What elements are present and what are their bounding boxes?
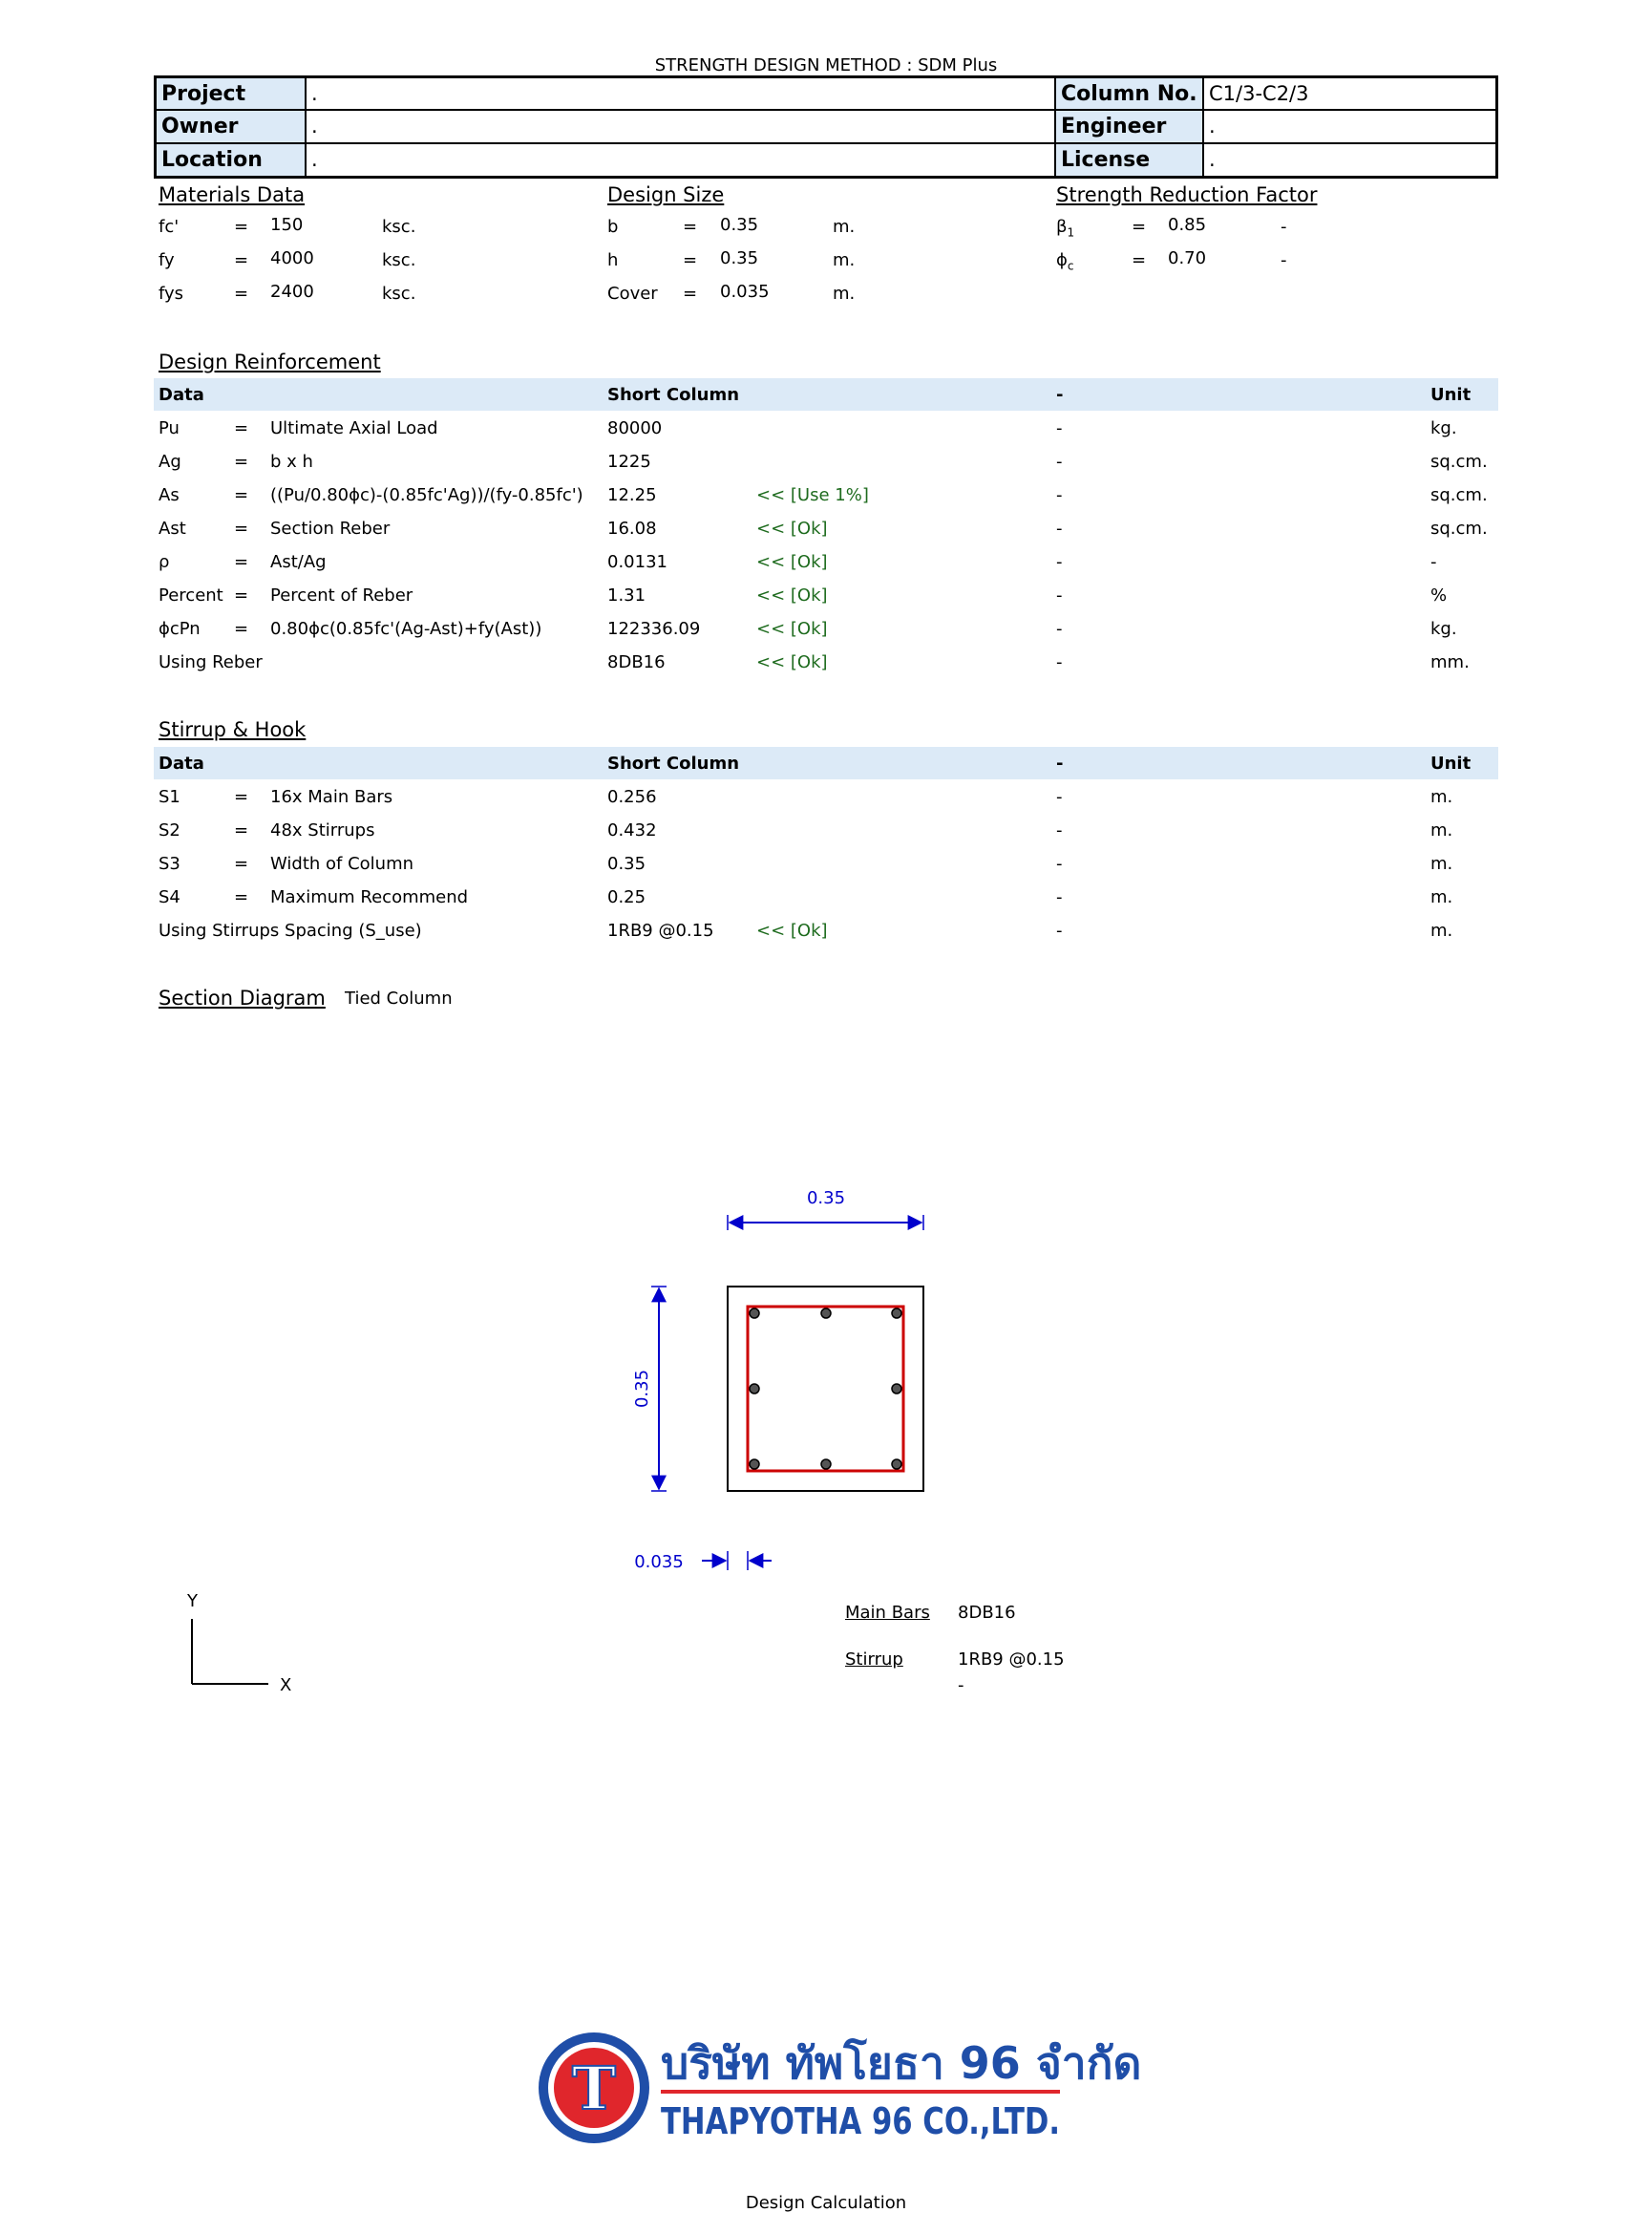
company-english-name: THAPYOTHA 96 CO.,LTD. bbox=[661, 2100, 1060, 2142]
row-symbol: S2 bbox=[159, 820, 180, 840]
material-value: 150 bbox=[270, 215, 304, 235]
row-symbol: Ast bbox=[159, 519, 186, 539]
engineer-label: Engineer bbox=[1056, 111, 1202, 142]
row-symbol: Percent bbox=[159, 585, 223, 606]
row-value: 0.0131 bbox=[607, 552, 667, 572]
row-value: 0.256 bbox=[607, 787, 657, 807]
material-symbol: fy bbox=[159, 250, 175, 270]
project-header-table bbox=[154, 75, 1498, 179]
col-data-header: Data bbox=[159, 385, 204, 405]
row-unit: kg. bbox=[1430, 418, 1457, 438]
main-bar bbox=[821, 1459, 831, 1469]
col-unit-header: Unit bbox=[1430, 385, 1472, 405]
row-dash: - bbox=[1056, 485, 1063, 505]
height-dimension bbox=[632, 1287, 667, 1491]
row-symbol: As bbox=[159, 485, 180, 505]
col-dash-header: - bbox=[1056, 754, 1064, 774]
row-symbol: S1 bbox=[159, 787, 180, 807]
row-check-note: << [Ok] bbox=[756, 585, 828, 606]
equals-sign: = bbox=[234, 519, 249, 539]
row-symbol: Using Reber bbox=[159, 652, 263, 672]
equals-sign: = bbox=[234, 820, 249, 840]
row-dash: - bbox=[1056, 552, 1063, 572]
width-dimension-label: 0.35 bbox=[806, 1188, 846, 1208]
svg-text:T: T bbox=[571, 2053, 617, 2123]
equals-sign: = bbox=[234, 485, 249, 505]
column-no-value[interactable]: C1/3-C2/3 bbox=[1209, 82, 1309, 105]
material-value: 4000 bbox=[270, 248, 314, 268]
phi-unit: - bbox=[1281, 250, 1287, 270]
row-check-note: << [Ok] bbox=[756, 652, 828, 672]
section-diagram-heading: Section Diagram bbox=[159, 987, 326, 1010]
equals-sign: = bbox=[234, 854, 249, 874]
row-description: b x h bbox=[270, 452, 313, 472]
row-symbol: ρ bbox=[159, 552, 170, 572]
equals-sign: = bbox=[234, 284, 249, 304]
equals-sign: = bbox=[234, 552, 249, 572]
width-dimension bbox=[728, 1188, 923, 1230]
size-unit: m. bbox=[833, 284, 856, 304]
row-description: Ultimate Axial Load bbox=[270, 418, 438, 438]
size-symbol: h bbox=[607, 250, 619, 270]
beta-unit: - bbox=[1281, 217, 1287, 237]
row-description: 16x Main Bars bbox=[270, 787, 393, 807]
material-unit: ksc. bbox=[382, 284, 416, 304]
cover-dimension-label: 0.035 bbox=[634, 1552, 684, 1572]
row-dash: - bbox=[1056, 820, 1063, 840]
engineer-value[interactable]: . bbox=[1209, 115, 1216, 138]
company-thai-name: บริษัท ทัพโยธา 96 จำกัด bbox=[661, 2037, 1142, 2089]
main-bar bbox=[750, 1459, 759, 1469]
owner-value[interactable]: . bbox=[311, 115, 318, 138]
equals-sign: = bbox=[683, 250, 698, 270]
row-unit: m. bbox=[1430, 887, 1453, 907]
row-unit: m. bbox=[1430, 820, 1453, 840]
row-unit: sq.cm. bbox=[1430, 519, 1488, 539]
row-check-note: << [Ok] bbox=[756, 552, 828, 572]
owner-label: Owner bbox=[157, 111, 305, 142]
location-label: Location bbox=[157, 144, 305, 176]
row-unit: % bbox=[1430, 585, 1448, 606]
project-label: Project bbox=[157, 78, 305, 109]
row-dash: - bbox=[1056, 519, 1063, 539]
design-size-heading: Design Size bbox=[607, 183, 725, 206]
row-dash: - bbox=[1056, 652, 1063, 672]
material-symbol: fys bbox=[159, 284, 184, 304]
row-unit: m. bbox=[1430, 921, 1453, 941]
col-short-column-header: Short Column bbox=[607, 754, 740, 774]
row-dash: - bbox=[1056, 452, 1063, 472]
row-description: ((Pu/0.80ϕc)-(0.85fc'Ag))/(fy-0.85fc') bbox=[270, 485, 583, 505]
equals-sign: = bbox=[234, 217, 249, 237]
material-unit: ksc. bbox=[382, 217, 416, 237]
row-unit: m. bbox=[1430, 854, 1453, 874]
equals-sign: = bbox=[234, 418, 249, 438]
phi-symbol: $\phi_c$ bbox=[1056, 250, 1074, 273]
row-symbol: S3 bbox=[159, 854, 180, 874]
size-value: 0.35 bbox=[720, 215, 759, 235]
size-value: 0.35 bbox=[720, 248, 759, 268]
main-bar bbox=[892, 1459, 901, 1469]
equals-sign: = bbox=[683, 217, 698, 237]
row-description: Width of Column bbox=[270, 854, 414, 874]
row-dash: - bbox=[1056, 921, 1063, 941]
equals-sign: = bbox=[234, 787, 249, 807]
stirrup-value: 1RB9 @0.15 bbox=[958, 1649, 1065, 1670]
row-dash: - bbox=[1056, 887, 1063, 907]
main-bar bbox=[892, 1384, 901, 1394]
row-value: 16.08 bbox=[607, 519, 657, 539]
row-dash: - bbox=[1056, 418, 1063, 438]
equals-sign: = bbox=[234, 452, 249, 472]
material-unit: ksc. bbox=[382, 250, 416, 270]
row-unit: - bbox=[1430, 552, 1437, 572]
row-description: Maximum Recommend bbox=[270, 887, 469, 907]
row-dash: - bbox=[1056, 854, 1063, 874]
license-value[interactable]: . bbox=[1209, 148, 1216, 171]
reinforcement-heading: Design Reinforcement bbox=[159, 351, 381, 373]
row-unit: sq.cm. bbox=[1430, 452, 1488, 472]
footer-text: Design Calculation bbox=[745, 2193, 907, 2213]
equals-sign: = bbox=[234, 887, 249, 907]
row-unit: sq.cm. bbox=[1430, 485, 1488, 505]
row-value: 1225 bbox=[607, 452, 651, 472]
main-bar bbox=[892, 1308, 901, 1318]
column-type-label: Tied Column bbox=[345, 989, 453, 1009]
stirrup-header-band bbox=[154, 747, 1498, 779]
row-unit: m. bbox=[1430, 787, 1453, 807]
company-emblem bbox=[539, 2032, 649, 2143]
license-label: License bbox=[1056, 144, 1202, 176]
main-bar bbox=[821, 1308, 831, 1318]
phi-value: 0.70 bbox=[1168, 248, 1207, 268]
row-value: 8DB16 bbox=[607, 652, 666, 672]
reduction-heading: Strength Reduction Factor bbox=[1056, 183, 1318, 206]
stirrup-extra: - bbox=[958, 1675, 964, 1695]
row-unit: mm. bbox=[1430, 652, 1470, 672]
col-dash-header: - bbox=[1056, 385, 1064, 405]
row-dash: - bbox=[1056, 787, 1063, 807]
row-value: 80000 bbox=[607, 418, 663, 438]
row-dash: - bbox=[1056, 619, 1063, 639]
row-symbol: S4 bbox=[159, 887, 180, 907]
axis-y-label: Y bbox=[187, 1591, 198, 1611]
equals-sign: = bbox=[1132, 250, 1147, 270]
equals-sign: = bbox=[1132, 217, 1147, 237]
equals-sign: = bbox=[234, 619, 249, 639]
height-dimension-label: 0.35 bbox=[632, 1369, 652, 1409]
location-value[interactable]: . bbox=[311, 148, 318, 171]
row-check-note: << [Ok] bbox=[756, 619, 828, 639]
main-bars-value: 8DB16 bbox=[958, 1603, 1016, 1623]
beta-symbol: $\beta_1$ bbox=[1056, 217, 1075, 240]
row-dash: - bbox=[1056, 585, 1063, 606]
row-value: 1.31 bbox=[607, 585, 646, 606]
company-logo bbox=[535, 2025, 1142, 2159]
material-value: 2400 bbox=[270, 282, 314, 302]
main-bars-label: Main Bars bbox=[845, 1603, 930, 1623]
equals-sign: = bbox=[234, 250, 249, 270]
row-description: 0.80ϕc(0.85fc'(Ag-Ast)+fy(Ast)) bbox=[270, 619, 542, 639]
row-value: 122336.09 bbox=[607, 619, 701, 639]
equals-sign: = bbox=[683, 284, 698, 304]
row-check-note: << [Use 1%] bbox=[756, 485, 869, 505]
stirrup-heading: Stirrup & Hook bbox=[159, 718, 307, 741]
reinforcement-header-band bbox=[154, 378, 1498, 411]
project-value[interactable]: . bbox=[311, 82, 318, 105]
row-value: 1RB9 @0.15 bbox=[607, 921, 714, 941]
row-value: 0.432 bbox=[607, 820, 657, 840]
col-unit-header: Unit bbox=[1430, 754, 1472, 774]
row-value: 0.25 bbox=[607, 887, 646, 907]
size-symbol: Cover bbox=[607, 284, 658, 304]
row-symbol: Using Stirrups Spacing (S_use) bbox=[159, 921, 422, 941]
row-unit: kg. bbox=[1430, 619, 1457, 639]
beta-value: 0.85 bbox=[1168, 215, 1207, 235]
row-check-note: << [Ok] bbox=[756, 519, 828, 539]
main-bar bbox=[750, 1308, 759, 1318]
stirrup-label: Stirrup bbox=[845, 1649, 903, 1670]
equals-sign: = bbox=[234, 585, 249, 606]
col-short-column-header: Short Column bbox=[607, 385, 740, 405]
row-value: 0.35 bbox=[607, 854, 646, 874]
row-symbol: Pu bbox=[159, 418, 180, 438]
row-description: Ast/Ag bbox=[270, 552, 327, 572]
page-title: STRENGTH DESIGN METHOD : SDM Plus bbox=[654, 55, 998, 75]
cover-dimension bbox=[634, 1551, 772, 1572]
column-no-label: Column No. bbox=[1056, 78, 1202, 109]
axis-indicator bbox=[177, 1585, 301, 1700]
row-description: Percent of Reber bbox=[270, 585, 413, 606]
row-description: 48x Stirrups bbox=[270, 820, 375, 840]
axis-x-label: X bbox=[280, 1675, 292, 1695]
materials-heading: Materials Data bbox=[159, 183, 306, 206]
row-check-note: << [Ok] bbox=[756, 921, 828, 941]
main-bar bbox=[750, 1384, 759, 1394]
row-symbol: ϕcPn bbox=[159, 619, 201, 639]
size-symbol: b bbox=[607, 217, 619, 237]
size-unit: m. bbox=[833, 217, 856, 237]
size-value: 0.035 bbox=[720, 282, 770, 302]
column-section-diagram bbox=[611, 1165, 955, 1585]
row-symbol: Ag bbox=[159, 452, 181, 472]
row-description: Section Reber bbox=[270, 519, 391, 539]
material-symbol: fc' bbox=[159, 217, 180, 237]
row-value: 12.25 bbox=[607, 485, 657, 505]
size-unit: m. bbox=[833, 250, 856, 270]
col-data-header: Data bbox=[159, 754, 204, 774]
